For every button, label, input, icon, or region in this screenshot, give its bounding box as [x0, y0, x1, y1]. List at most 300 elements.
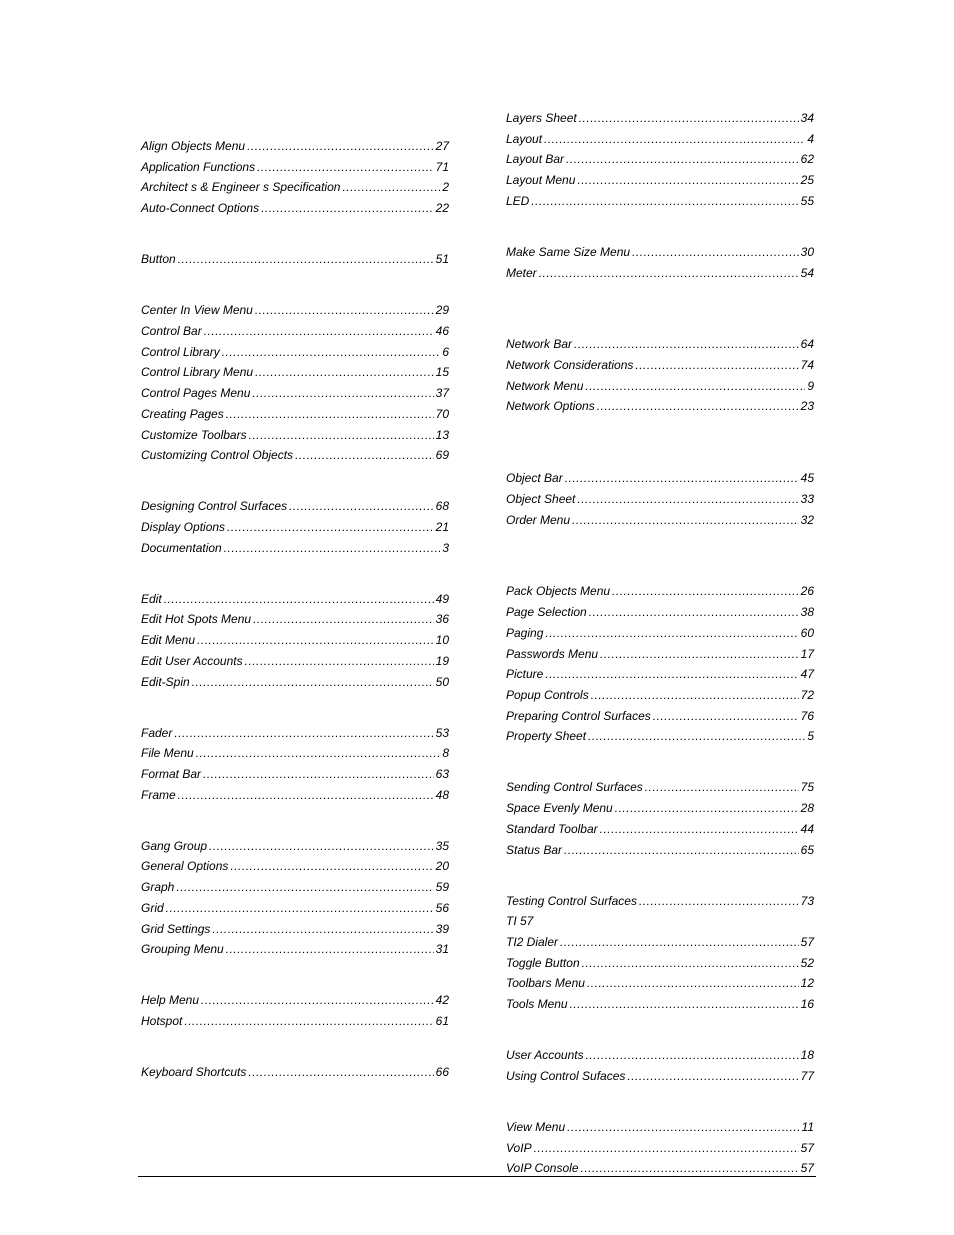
index-term: Status Bar [506, 842, 563, 857]
index-entry [506, 489, 814, 510]
index-term: Edit [141, 591, 162, 606]
index-term: Edit Hot Spots Menu [141, 612, 252, 627]
index-term: Toggle Button [506, 955, 580, 970]
index-letter-group [141, 1062, 449, 1083]
dot-leader [176, 877, 433, 898]
page-number: 75 [800, 780, 814, 795]
index-entry [141, 856, 449, 877]
index-term: Toolbars Menu [506, 976, 585, 991]
page-number: 53 [435, 725, 449, 740]
dot-leader [226, 939, 434, 960]
index-entry [141, 589, 449, 610]
page-number: 46 [435, 323, 449, 338]
dot-leader [566, 149, 799, 170]
index-term: Edit Menu [141, 633, 196, 648]
index-entry [141, 1011, 449, 1032]
page-number: 35 [435, 838, 449, 853]
index-term: File Menu [141, 746, 194, 761]
index-entry [141, 383, 449, 404]
index-entry [141, 1062, 449, 1083]
dot-leader [544, 129, 805, 150]
index-entry [141, 136, 449, 157]
index-letter-group [506, 1117, 814, 1179]
group-spacer [506, 530, 814, 581]
index-entry [141, 723, 449, 744]
index-term: Layout Menu [506, 173, 576, 188]
index-term: Network Options [506, 399, 595, 414]
dot-leader [635, 355, 798, 376]
dot-leader [197, 630, 434, 651]
page-number: 16 [800, 997, 814, 1012]
footer-rule [138, 1176, 816, 1177]
index-letter-group [141, 496, 449, 558]
page-number: 52 [800, 955, 814, 970]
page-number: 22 [435, 201, 449, 216]
index-term: Control Pages Menu [141, 386, 251, 401]
index-term: Order Menu [506, 512, 571, 527]
index-letter-group [506, 581, 814, 747]
dot-leader [600, 644, 799, 665]
page-number: 47 [800, 667, 814, 682]
dot-leader [257, 157, 434, 178]
dot-leader [230, 856, 433, 877]
page-number: 12 [800, 976, 814, 991]
index-term: Object Bar [506, 471, 563, 486]
dot-leader [184, 1011, 433, 1032]
index-entry [506, 396, 814, 417]
page-number: 19 [435, 653, 449, 668]
group-spacer [141, 960, 449, 990]
index-entry [506, 602, 814, 623]
index-entry [141, 445, 449, 466]
index-term: Hotspot [141, 1014, 183, 1029]
dot-leader [639, 891, 799, 912]
index-letter-group [141, 836, 449, 960]
index-entry [506, 1066, 814, 1087]
dot-leader [252, 383, 433, 404]
index-term: Button [141, 252, 176, 267]
index-entry [506, 891, 814, 912]
index-entry [506, 685, 814, 706]
dot-leader [249, 425, 434, 446]
index-column-right [506, 108, 814, 1179]
index-entry [506, 664, 814, 685]
index-entry [506, 242, 814, 263]
index-entry [506, 191, 814, 212]
dot-leader [572, 510, 799, 531]
page-number: 10 [435, 633, 449, 648]
index-entry [506, 468, 814, 489]
index-term: Center In View Menu [141, 303, 253, 318]
index-term: Customize Toolbars [141, 427, 247, 442]
page-number: 77 [800, 1068, 814, 1083]
page-number: 18 [800, 1048, 814, 1063]
page-number: 51 [435, 252, 449, 267]
index-term: Make Same Size Menu [506, 244, 631, 259]
index-term: LED [506, 193, 530, 208]
dot-leader [577, 489, 798, 510]
index-term: Layers Sheet [506, 111, 577, 125]
index-entry [141, 300, 449, 321]
index-entry [141, 362, 449, 383]
dot-leader [564, 840, 799, 861]
index-term: Gang Group [141, 838, 208, 853]
index-entry [506, 777, 814, 798]
page-number: 23 [800, 399, 814, 414]
dot-leader [164, 589, 434, 610]
dot-leader [196, 743, 441, 764]
dot-leader [600, 819, 799, 840]
dot-leader [645, 777, 799, 798]
index-entry [506, 581, 814, 602]
page-number: 38 [800, 605, 814, 620]
index-term: Documentation [141, 540, 222, 555]
index-entry [141, 342, 449, 363]
index-term: Align Objects Menu [141, 139, 246, 153]
dot-leader [201, 990, 434, 1011]
page-number: 56 [435, 900, 449, 915]
index-term: Control Library Menu [141, 365, 254, 380]
dot-leader [534, 1138, 799, 1159]
page-number: 9 [807, 378, 814, 393]
index-term: General Options [141, 859, 229, 874]
page-number: 17 [800, 646, 814, 661]
dot-leader [203, 764, 434, 785]
page-number: 65 [800, 842, 814, 857]
index-term: Architect s & Engineer s Specification [141, 180, 341, 195]
page-number: 59 [435, 880, 449, 895]
index-entry [506, 1138, 814, 1159]
index-letter-group [506, 108, 814, 212]
dot-leader [209, 836, 434, 857]
index-entry [141, 609, 449, 630]
dot-leader [570, 994, 799, 1015]
group-spacer [506, 417, 814, 468]
page-number: 61 [435, 1014, 449, 1029]
dot-leader [577, 170, 798, 191]
page-number: 68 [435, 499, 449, 514]
index-entry [506, 1117, 814, 1138]
page-number: 34 [800, 111, 814, 125]
dot-leader [531, 191, 798, 212]
dot-leader [204, 321, 434, 342]
page-number: 28 [800, 801, 814, 816]
index-term: Grouping Menu [141, 942, 224, 957]
page-number: 57 [800, 1140, 814, 1155]
group-spacer [141, 805, 449, 835]
page-number: 57 [800, 1161, 814, 1176]
group-spacer [506, 860, 814, 890]
dot-leader [222, 342, 441, 363]
index-entry [506, 706, 814, 727]
index-entry [506, 819, 814, 840]
page-number: 57 [800, 935, 814, 950]
dot-leader [248, 1062, 433, 1083]
page-number: 73 [800, 893, 814, 908]
index-term: VoIP [506, 1140, 532, 1155]
index-letter-group [141, 136, 449, 219]
dot-leader [591, 685, 799, 706]
index-entry [141, 898, 449, 919]
group-spacer [141, 558, 449, 588]
index-entry [506, 973, 814, 994]
index-entry [506, 376, 814, 397]
dot-leader [587, 973, 799, 994]
index-term: Application Functions [141, 159, 256, 174]
index-letter-group [141, 990, 449, 1031]
dot-leader [245, 651, 434, 672]
page-number: 26 [800, 584, 814, 599]
index-entry [141, 743, 449, 764]
page-number: 72 [800, 687, 814, 702]
index-term: Edit User Accounts [141, 653, 243, 668]
index-entry [141, 404, 449, 425]
index-letter-group [506, 334, 814, 417]
index-term: Edit-Spin [141, 674, 190, 689]
page-number: 5 [807, 729, 814, 744]
index-entry [506, 334, 814, 355]
index-entry [141, 517, 449, 538]
index-entry [506, 108, 814, 129]
dot-leader [545, 664, 798, 685]
dot-leader [579, 108, 799, 129]
index-term: Display Options [141, 519, 226, 534]
page-number: 8 [442, 746, 449, 761]
index-column-left [141, 136, 449, 1083]
dot-leader [255, 362, 434, 383]
page-number: 45 [800, 471, 814, 486]
index-entry [141, 425, 449, 446]
dot-leader [253, 609, 434, 630]
index-term: Keyboard Shortcuts [141, 1065, 247, 1080]
page-number: 11 [801, 1119, 814, 1134]
index-term: TI 57 [506, 914, 534, 929]
index-entry [141, 651, 449, 672]
index-term: Control Library [141, 344, 220, 359]
index-entry [506, 726, 814, 747]
index-entry [506, 911, 814, 932]
group-spacer [506, 1015, 814, 1045]
index-letter-group [141, 723, 449, 806]
index-term: Using Control Sufaces [506, 1068, 626, 1083]
index-term: Passwords Menu [506, 646, 599, 661]
page-number: 20 [435, 859, 449, 874]
index-entry [506, 840, 814, 861]
dot-leader [565, 468, 799, 489]
dot-leader [653, 706, 799, 727]
index-entry [141, 877, 449, 898]
index-term: Network Considerations [506, 358, 634, 373]
index-entry [506, 170, 814, 191]
page-number: 33 [800, 491, 814, 506]
index-letter-group [141, 300, 449, 466]
index-term: Auto-Connect Options [141, 201, 260, 216]
index-entry [141, 764, 449, 785]
index-entry [141, 672, 449, 693]
page-number: 25 [800, 173, 814, 188]
index-entry [141, 321, 449, 342]
dot-leader [560, 932, 799, 953]
group-spacer [141, 1032, 449, 1062]
dot-leader [289, 496, 434, 517]
index-term: Grid [141, 900, 164, 915]
dot-leader [178, 249, 434, 270]
page-number: 32 [800, 512, 814, 527]
index-letter-group [506, 891, 814, 1015]
dot-leader [295, 445, 434, 466]
index-letter-group [141, 249, 449, 270]
index-term: Standard Toolbar [506, 821, 598, 836]
index-entry [506, 129, 814, 150]
dot-leader [582, 953, 799, 974]
index-entry [506, 149, 814, 170]
index-term: TI2 Dialer [506, 935, 559, 950]
dot-leader [174, 723, 433, 744]
dot-leader [612, 581, 799, 602]
group-spacer [141, 270, 449, 300]
dot-leader [342, 177, 440, 198]
index-term: Page Selection [506, 605, 587, 620]
dot-leader [615, 798, 799, 819]
page-number: 49 [435, 591, 449, 606]
index-entry [141, 990, 449, 1011]
page-number: 60 [800, 625, 814, 640]
page-number: 54 [800, 265, 814, 280]
index-term: Space Evenly Menu [506, 801, 613, 816]
index-term: Control Bar [141, 323, 202, 338]
index-term: View Menu [506, 1119, 566, 1134]
group-spacer [141, 692, 449, 722]
page-number: 27 [435, 139, 449, 153]
index-term: Preparing Control Surfaces [506, 708, 651, 723]
index-entry [141, 177, 449, 198]
group-spacer [141, 219, 449, 249]
index-entry [141, 785, 449, 806]
group-spacer [506, 283, 814, 334]
index-entry [141, 919, 449, 940]
dot-leader [178, 785, 434, 806]
page-number: 2 [442, 180, 449, 195]
index-term: Property Sheet [506, 729, 587, 744]
dot-leader [166, 898, 434, 919]
page-number: 15 [435, 365, 449, 380]
index-term: Meter [506, 265, 537, 280]
index-term: Network Menu [506, 378, 584, 393]
index-term: Help Menu [141, 993, 200, 1008]
index-term: Grid Settings [141, 921, 211, 936]
index-term: Designing Control Surfaces [141, 499, 288, 514]
index-entry [141, 836, 449, 857]
index-term: Layout [506, 131, 543, 146]
index-entry [506, 932, 814, 953]
page-number: 31 [435, 942, 449, 957]
page-number: 63 [435, 767, 449, 782]
index-term: Fader [141, 725, 173, 740]
index-entry [506, 1045, 814, 1066]
index-letter-group [506, 468, 814, 530]
index-letter-group [506, 242, 814, 283]
page-number: 69 [435, 448, 449, 463]
group-spacer [506, 212, 814, 242]
dot-leader [589, 602, 799, 623]
index-term: Pack Objects Menu [506, 584, 611, 599]
index-term: Creating Pages [141, 406, 224, 421]
index-entry [506, 994, 814, 1015]
index-term: Customizing Control Objects [141, 448, 294, 463]
index-term: Testing Control Surfaces [506, 893, 637, 908]
page-number: 55 [800, 193, 814, 208]
dot-leader [632, 242, 799, 263]
index-term: Format Bar [141, 767, 202, 782]
dot-leader [574, 334, 799, 355]
index-term: Network Bar [506, 337, 573, 352]
page-number: 76 [800, 708, 814, 723]
dot-leader [627, 1066, 798, 1087]
page-number: 29 [435, 303, 449, 318]
page-number: 4 [807, 131, 814, 146]
page-number: 71 [435, 159, 449, 174]
dot-leader [586, 1045, 799, 1066]
page-number: 3 [442, 540, 449, 555]
page-number: 37 [435, 386, 449, 401]
page-number: 66 [435, 1065, 449, 1080]
index-entry [506, 355, 814, 376]
dot-leader [212, 919, 433, 940]
index-term: Popup Controls [506, 687, 589, 702]
index-entry [506, 644, 814, 665]
page-number: 30 [800, 244, 814, 259]
index-term: Sending Control Surfaces [506, 780, 643, 795]
page-number: 21 [435, 519, 449, 534]
index-entry [506, 798, 814, 819]
dot-leader [539, 263, 799, 284]
page-number: 74 [800, 358, 814, 373]
index-term: Layout Bar [506, 152, 565, 167]
index-entry [506, 953, 814, 974]
dot-leader [255, 300, 434, 321]
index-entry [141, 630, 449, 651]
index-entry [141, 538, 449, 559]
index-term: Object Sheet [506, 491, 576, 506]
dot-leader [597, 396, 799, 417]
page-number: 6 [442, 344, 449, 359]
index-term: Tools Menu [506, 997, 568, 1012]
index-entry [506, 510, 814, 531]
index-letter-group [506, 1045, 814, 1086]
index-term: VoIP Console [506, 1161, 579, 1176]
page-number: 48 [435, 787, 449, 802]
page-number: 42 [435, 993, 449, 1008]
dot-leader [226, 404, 434, 425]
dot-leader [585, 376, 805, 397]
page-number: 70 [435, 406, 449, 421]
group-spacer [506, 1087, 814, 1117]
index-term: User Accounts [506, 1048, 584, 1063]
page-number: 62 [800, 152, 814, 167]
dot-leader [261, 198, 434, 219]
index-entry [141, 157, 449, 178]
page-number: 50 [435, 674, 449, 689]
group-spacer [141, 466, 449, 496]
page-number: 13 [435, 427, 449, 442]
dot-leader [227, 517, 434, 538]
dot-leader [567, 1117, 799, 1138]
index-letter-group [506, 777, 814, 860]
index-entry [506, 263, 814, 284]
dot-leader [588, 726, 805, 747]
dot-leader [247, 136, 434, 157]
page-number: 44 [800, 821, 814, 836]
